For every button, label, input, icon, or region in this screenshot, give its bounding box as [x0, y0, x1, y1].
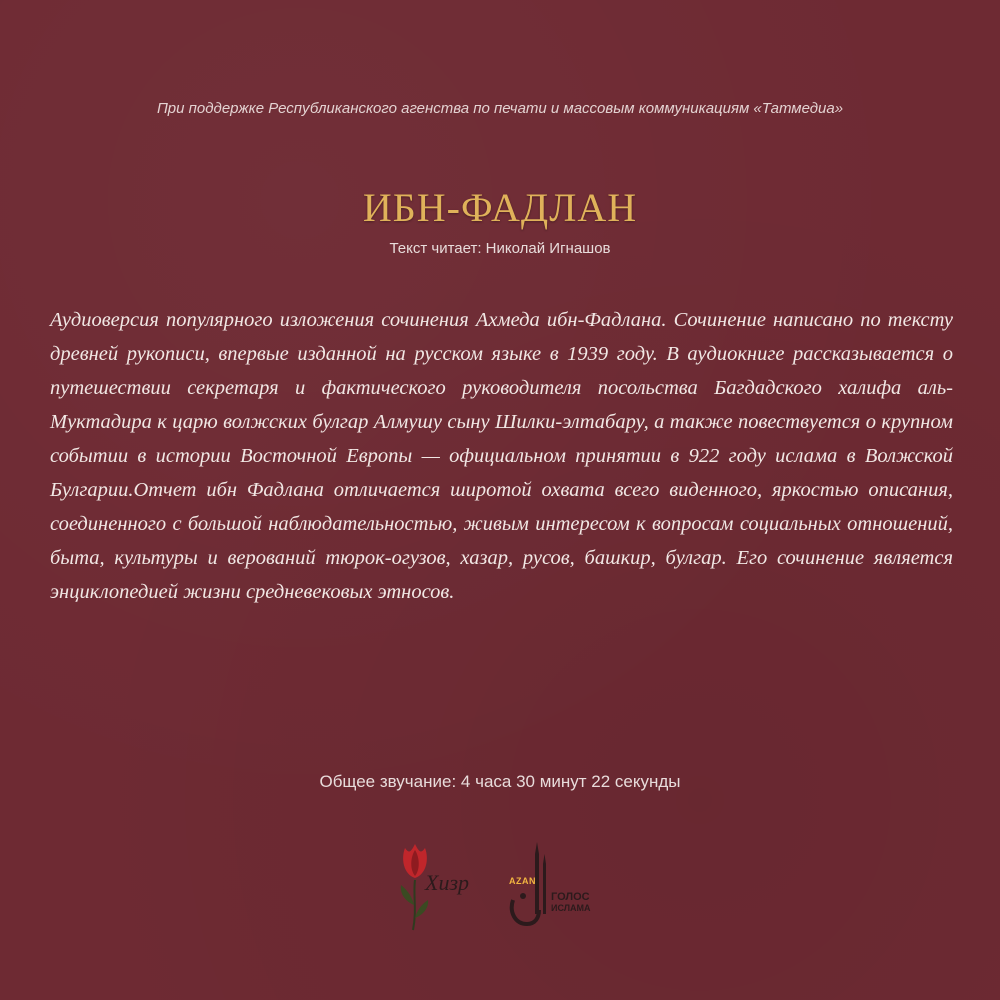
azan-logo	[505, 838, 615, 933]
reader-credit: Текст читает: Николай Игнашов	[389, 240, 611, 257]
khizr-brand: Хизр	[425, 870, 470, 895]
khizr-logo	[395, 830, 490, 935]
book-title: ИБН-ФАДЛАН	[362, 185, 638, 230]
azan-islama: ИСЛАМА	[551, 903, 591, 913]
support-line: При поддержке Республиканского агенства по печати и массовым коммуникациям «Татмедиа»	[156, 100, 844, 117]
azan-golos: ГОЛОС	[551, 891, 590, 903]
total-duration: Общее звучание: 4 часа 30 минут 22 секунды	[319, 772, 681, 791]
description-text: Аудиоверсия популярного изложения сочинения Ахмеда ибн-Фадлана. Сочинение написано по тексту древней рукописи, впервые изданной на русском языке в 1939 году. В аудиокниге рассказывается о путешествии секретаря и фактического руководителя посольства Багдадского халифа аль-Муктадира к царю волжских булгар Алмушу сыну Шилки-элтабару, а также повествуется о крупном событии в истории Восточной Европы — официальном принятии в 922 году ислама в Волжской Булгарии.Отчет ибн Фадлана отличается широтой охвата всего виденного, яркостью описания, соединенного с большой наблюдательностью, живым интересом к вопросам социальных отношений, быта, культуры и верований тюрок-огузов, хазар, русов, башкир, булгар. Его сочинение является энциклопедией жизни средневековых этносов.	[50, 309, 953, 603]
azan-mark: AZAN	[509, 876, 536, 886]
publisher-logos	[395, 830, 615, 940]
